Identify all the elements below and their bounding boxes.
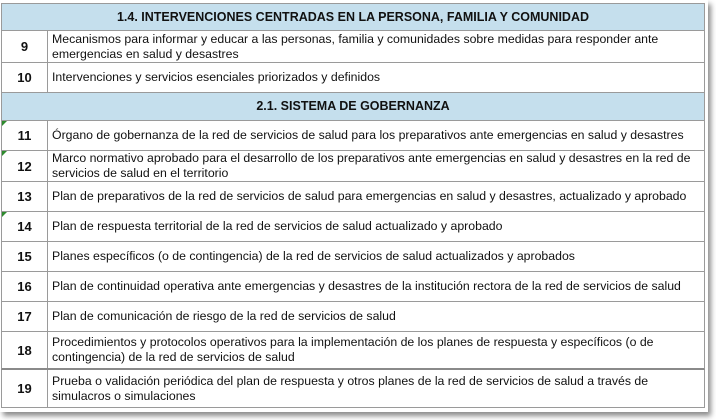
row-number: 13	[2, 182, 48, 211]
row-text: Marco normativo aprobado para el desarrollo de los preparativos ante emergencias en salud y desastres en la red de servicios de salud en el territorio	[52, 151, 691, 180]
row-text: Plan de comunicación de riesgo de la red de servicios de salud	[52, 309, 396, 323]
table-row	[1, 332, 705, 370]
row-text: Órgano de gobernanza de la red de servicios de salud para los preparativos ante emergencias en salud y desastres	[52, 128, 684, 142]
row-text: Mecanismos para informar y educar a las personas, familia y comunidades sobre medidas para responder ante emergencias en salud y desastres	[52, 31, 659, 61]
section-header-2-1: 2.1. SISTEMA DE GOBERNANZA	[1, 93, 705, 121]
row-number: 9	[2, 31, 48, 62]
row-text: Planes específicos (o de contingencia) de la red de servicios de salud actualizados y aprobados	[52, 249, 575, 263]
cell-comment-marker	[2, 121, 7, 126]
row-text: Plan de preparativos de la red de servicios de salud para emergencias en salud y desastres, actualizado y aprobado	[52, 189, 687, 203]
table-row	[1, 272, 705, 302]
cell-comment-marker	[2, 212, 7, 217]
section-header-1-4: 1.4. INTERVENCIONES CENTRADAS EN LA PERSONA, FAMILIA Y COMUNIDAD	[1, 4, 705, 31]
table-row	[1, 212, 705, 242]
row-text: Plan de respuesta territorial de la red de servicios de salud actualizado y aprobado	[52, 219, 503, 233]
row-text: Intervenciones y servicios esenciales priorizados y definidos	[52, 70, 381, 84]
table-row	[1, 151, 705, 182]
row-text: Plan de continuidad operativa ante emergencias y desastres de la institución rectora de la red de servicios de salud	[52, 279, 681, 293]
row-number: 12	[2, 151, 48, 181]
row-number: 18	[2, 332, 48, 368]
table-row	[1, 121, 705, 151]
cell-comment-marker	[2, 151, 7, 156]
row-number: 15	[2, 242, 48, 271]
table-row	[1, 31, 705, 63]
row-text: Prueba o validación periódica del plan de respuesta y otros planes de la red de servicios de salud a través de simulacros o simulaciones	[52, 373, 649, 403]
indicator-table	[1, 3, 705, 408]
row-number: 14	[2, 212, 48, 241]
row-number: 16	[2, 272, 48, 301]
row-number: 19	[2, 370, 48, 407]
table-row	[1, 63, 705, 93]
row-number: 11	[2, 121, 48, 150]
table-row	[1, 370, 705, 408]
row-number: 10	[2, 63, 48, 92]
row-number: 17	[2, 302, 48, 331]
table-row	[1, 242, 705, 272]
table-row	[1, 302, 705, 332]
row-text: Procedimientos y protocolos operativos para la implementación de los planes de respuesta y específicos (o de contingencia) de la red de servicios de salud	[52, 335, 654, 364]
table-row	[1, 182, 705, 212]
